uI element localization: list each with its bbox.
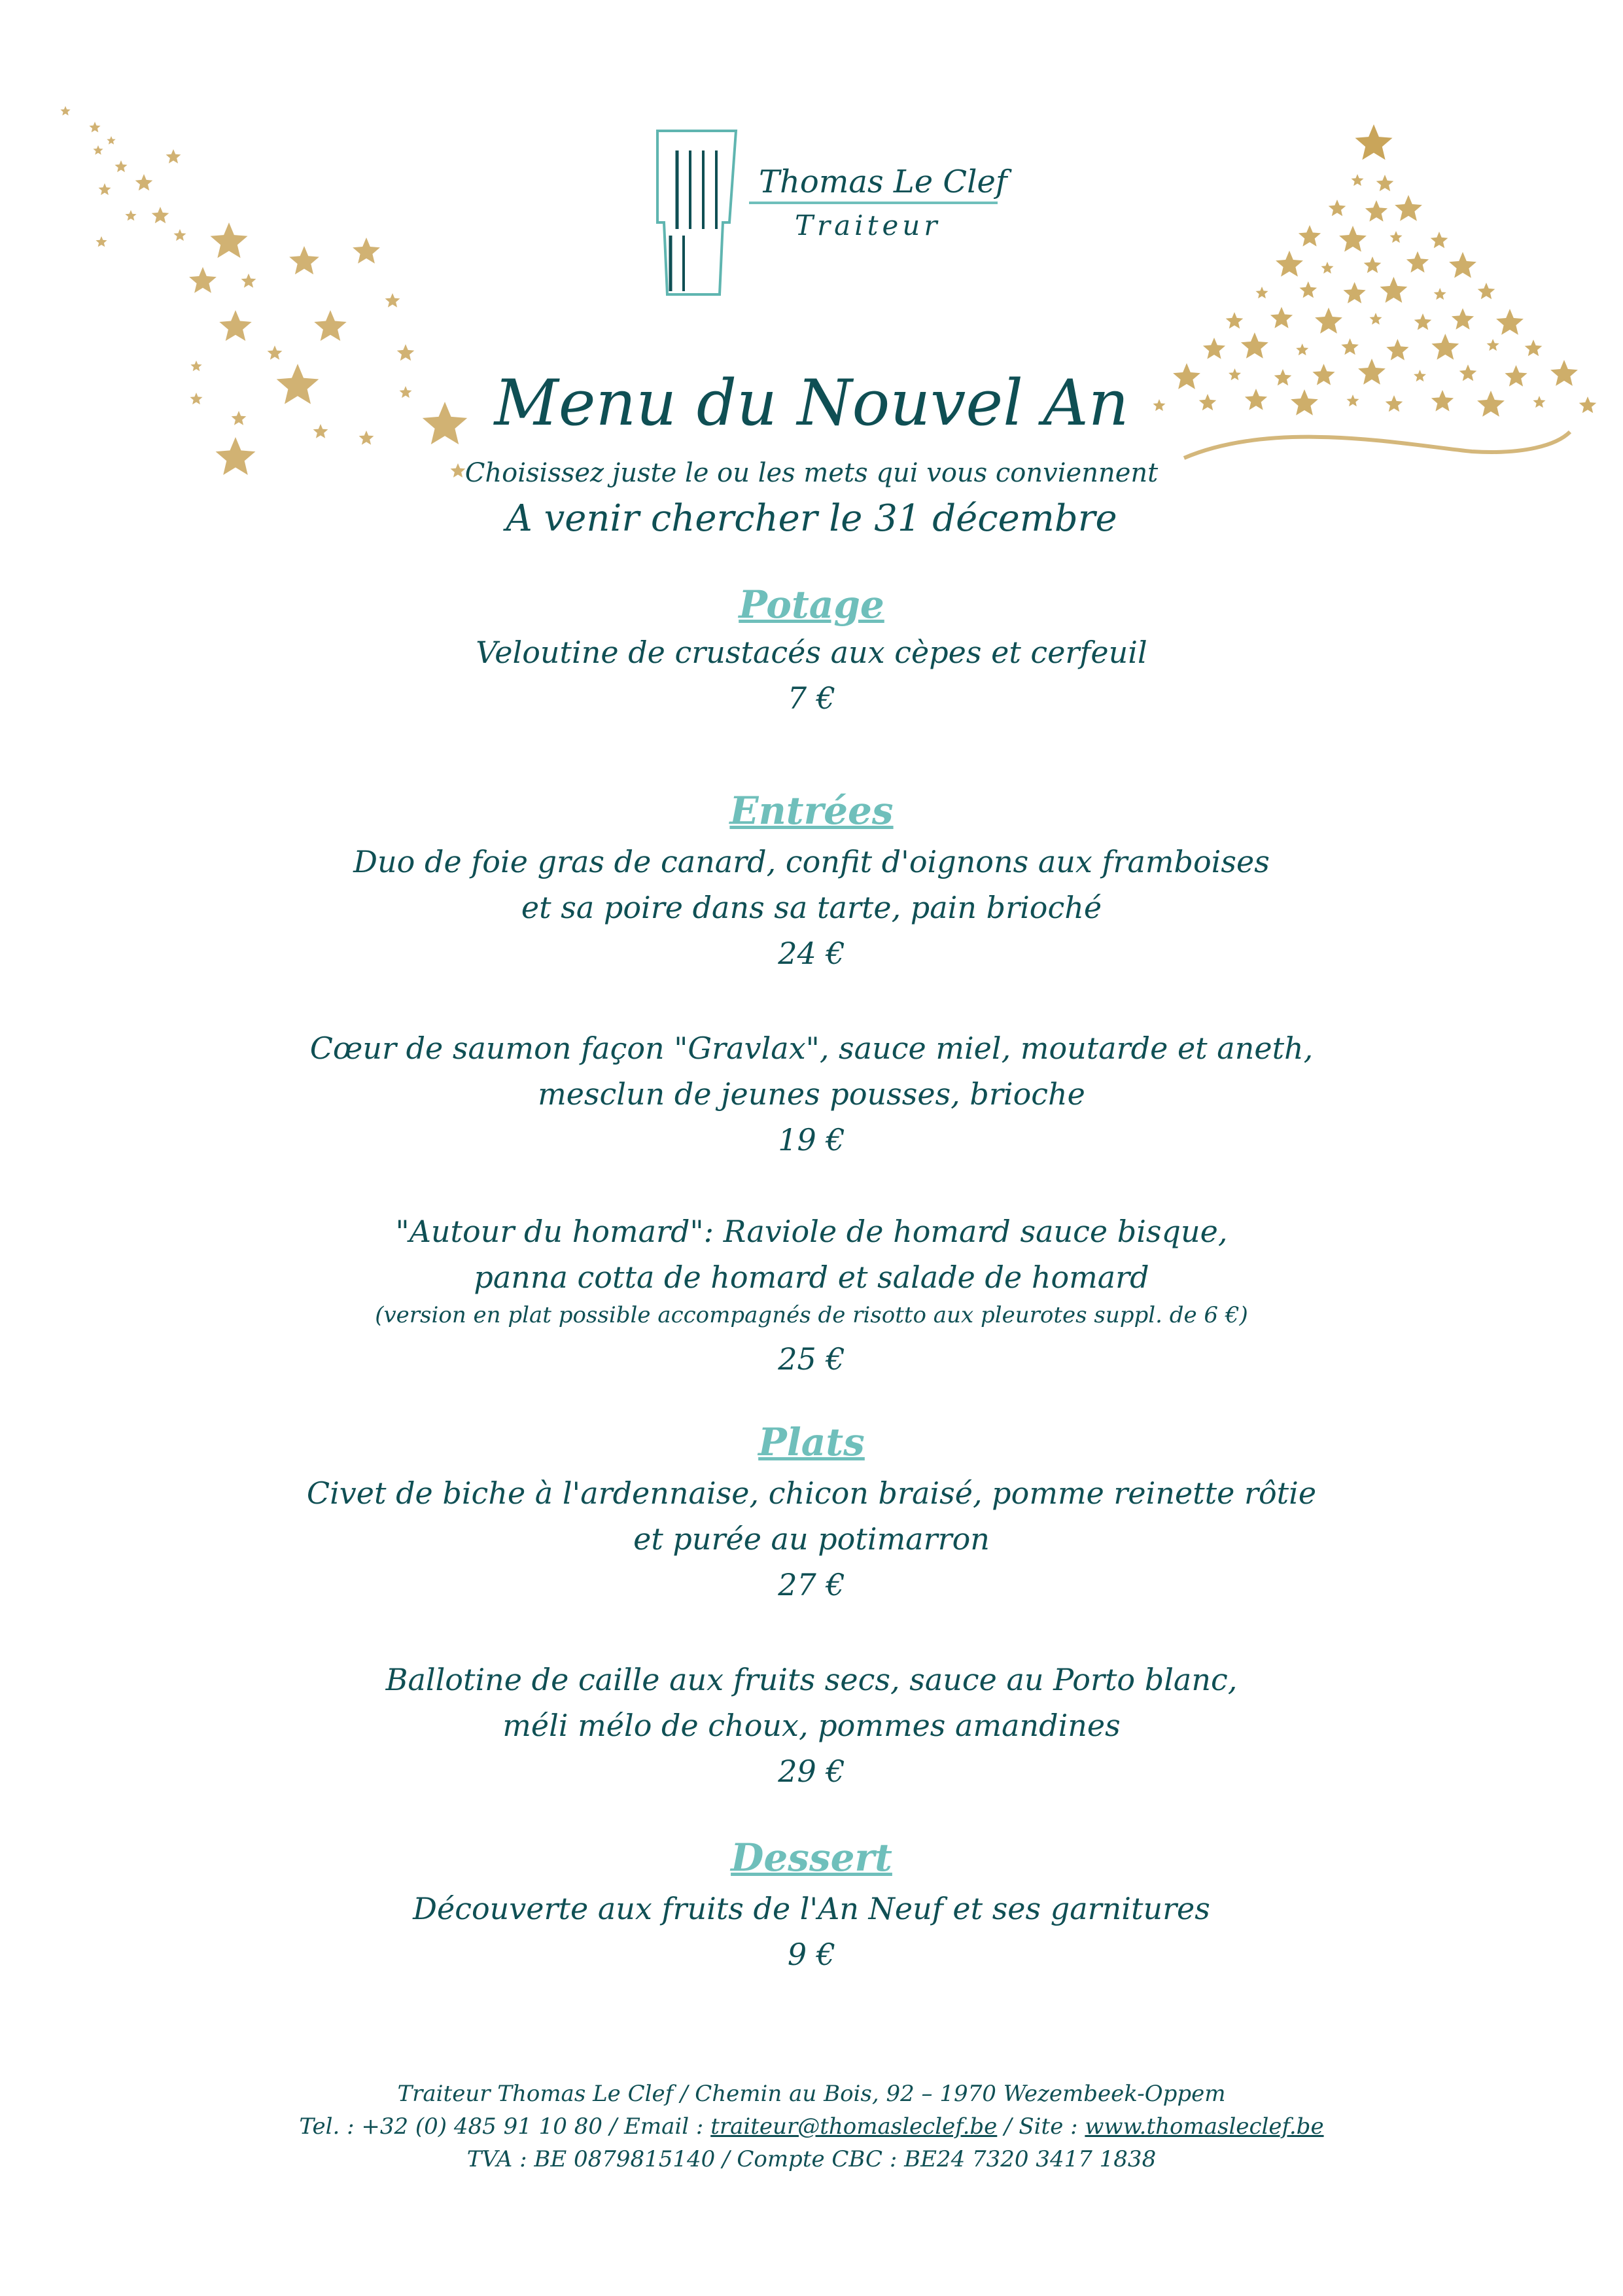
star-icon [1452,308,1474,330]
star-icon [1406,251,1429,273]
footer-address: Traiteur Thomas Le Clef / Chemin au Bois, 92 – 1970 Wezembeek-Oppem [397,2081,1226,2107]
star-icon [1339,226,1367,252]
star-icon [1390,231,1403,243]
section-heading-potage: Potage [739,582,884,627]
footer-phone: Tel. : +32 (0) 485 91 10 80 / Email : [299,2113,711,2140]
star-icon [1380,277,1408,303]
star-icon [211,222,248,258]
star-icon [1434,288,1446,300]
star-icon [353,238,380,264]
star-icon [1386,339,1408,361]
star-icon [107,136,115,145]
menu-item-line: panna cotta de homard et salade de homard [474,1260,1149,1295]
star-icon [1321,262,1334,274]
menu-item-line: Civet de biche à l'ardennaise, chicon braisé, pomme reinette rôtie [306,1475,1317,1511]
star-icon [268,345,283,360]
star-icon [96,236,107,247]
menu-item-price: 9 € [787,1937,836,1972]
star-icon [241,274,256,288]
star-icon [1376,175,1394,191]
logo-name: Thomas Le Clef [759,164,1007,200]
menu-item-line: Duo de foie gras de canard, confit d'oignons aux framboises [353,844,1270,879]
star-icon [1315,308,1342,334]
star-icon [1256,287,1268,298]
star-icon [1355,124,1393,160]
star-icon [219,310,251,341]
menu-item-price: 25 € [778,1341,845,1377]
menu-item-price: 24 € [778,936,845,971]
star-icon [289,246,319,274]
star-icon [135,174,153,190]
star-icon [1431,232,1448,248]
footer-separator: / Site : [997,2113,1085,2140]
star-icon [1364,256,1382,273]
menu-item-line: "Autour du homard": Raviole de homard sauce bisque, [395,1214,1228,1249]
star-icon [1296,344,1308,355]
star-icon [1226,312,1244,328]
star-icon [1241,332,1268,359]
star-icon [1299,225,1321,247]
menu-item-line: Découverte aux fruits de l'An Neuf et ses garnitures [413,1891,1210,1926]
menu-item-line: et purée au potimarron [633,1521,990,1557]
logo-subtitle: Traiteur [795,209,941,241]
menu-item-price: 19 € [778,1122,845,1157]
section-heading-entrees: Entrées [729,788,894,833]
star-icon [99,183,111,195]
menu-item-line: méli mélo de choux, pommes amandines [502,1708,1121,1743]
star-icon [397,344,415,361]
menu-item-price: 27 € [778,1567,845,1602]
star-icon [1352,174,1364,186]
star-icon [1365,200,1387,222]
menu-item-price: 7 € [787,680,836,716]
section-heading-plats: Plats [758,1420,865,1464]
star-icon [1414,313,1432,330]
star-icon [1341,338,1359,355]
star-icon [1478,283,1495,299]
star-icon [1329,200,1346,216]
footer-tax-bank: TVA : BE 0879815140 / Compte CBC : BE24 7320 3417 1838 [466,2146,1157,2172]
star-icon [174,229,186,241]
star-icon [1496,309,1524,335]
menu-item-line: et sa poire dans sa tarte, pain brioché [521,890,1102,925]
page-title: Menu du Nouvel An [494,366,1129,440]
menu-item-line: Veloutine de crustacés aux cèpes et cerfeuil [476,635,1147,670]
star-icon [1344,282,1366,304]
star-icon [314,310,346,341]
star-icon [152,207,169,223]
menu-item-note: (version en plat possible accompagnés de risotto aux pleurotes suppl. de 6 €) [375,1302,1248,1328]
star-icon [189,267,217,293]
star-icon [1525,340,1543,356]
star-icon [125,210,136,221]
menu-item-line: mesclun de jeunes pousses, brioche [538,1076,1085,1112]
website-link[interactable]: www.thomasleclef.be [1085,2113,1324,2140]
star-icon [1370,313,1382,325]
star-icon [1203,338,1225,359]
star-icon [1449,252,1476,278]
star-icon [1270,307,1293,328]
star-icon [1395,195,1422,221]
pickup-date: A venir chercher le 31 décembre [506,497,1117,540]
star-icon [1276,251,1303,277]
star-icon [89,122,100,132]
star-icon [60,106,70,116]
section-heading-dessert: Dessert [731,1835,892,1880]
star-icon [1487,339,1499,351]
star-icon [385,293,400,308]
star-icon [1300,281,1318,298]
email-link[interactable]: traiteur@thomasleclef.be [710,2113,998,2140]
star-icon [1431,334,1459,360]
menu-item-line: Ballotine de caille aux fruits secs, sauce au Porto blanc, [385,1662,1238,1697]
star-icon [166,149,181,164]
footer-contact [0,2113,1623,2140]
menu-item-line: Cœur de saumon façon "Gravlax", sauce miel, moutarde et aneth, [309,1031,1314,1066]
menu-item-price: 29 € [778,1754,845,1789]
star-icon [115,160,128,172]
page-subtitle: Choisissez juste le ou les mets qui vous conviennent [464,458,1159,488]
star-icon [93,145,103,155]
